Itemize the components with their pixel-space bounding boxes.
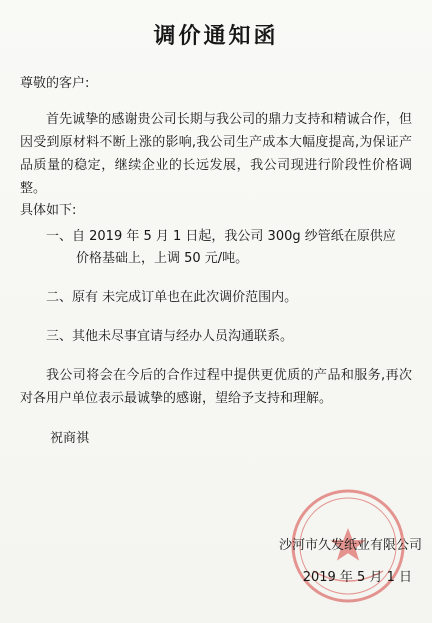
letter-title: 调价通知函 [153, 24, 279, 49]
salutation: 尊敬的客户: [20, 76, 90, 91]
details-heading: 具体如下: [20, 203, 77, 218]
list-item [46, 287, 396, 309]
list-item-line: 一、自 2019 年 5 月 1 日起，我公司 300g 纱管纸在原供应 [46, 229, 396, 244]
closing-salutation: 祝商祺 [50, 431, 90, 446]
list-item-line-continued: 价格基础上，上调 50 元/吨。 [76, 251, 249, 266]
list-item-line: 二、原有 未完成订单也在此次调价范围内。 [46, 290, 298, 305]
letter-date: 2019 年 5 月 1 日 [302, 570, 412, 585]
closing-paragraph: 我公司将会在今后的合作过程中提供更优质的产品和服务,再次对各用户单位表示最诚挚的感谢，望给予支持和理解。 [20, 368, 412, 406]
company-name: 沙河市久发纸业有限公司 [278, 538, 422, 553]
list-item [46, 326, 396, 348]
list-item [46, 226, 396, 270]
list-item-line: 三、其他未尽事宜请与经办人员沟通联系。 [46, 329, 294, 344]
opening-paragraph: 首先诚挚的感谢贵公司长期与我公司的鼎力支持和精诚合作，但因受到原材料不断上涨的影响,我公司生产成本大幅度提高,为保证产品质量的稳定，继续企业的长远发展，我公司现进行阶段性价格调整。 [20, 112, 412, 196]
